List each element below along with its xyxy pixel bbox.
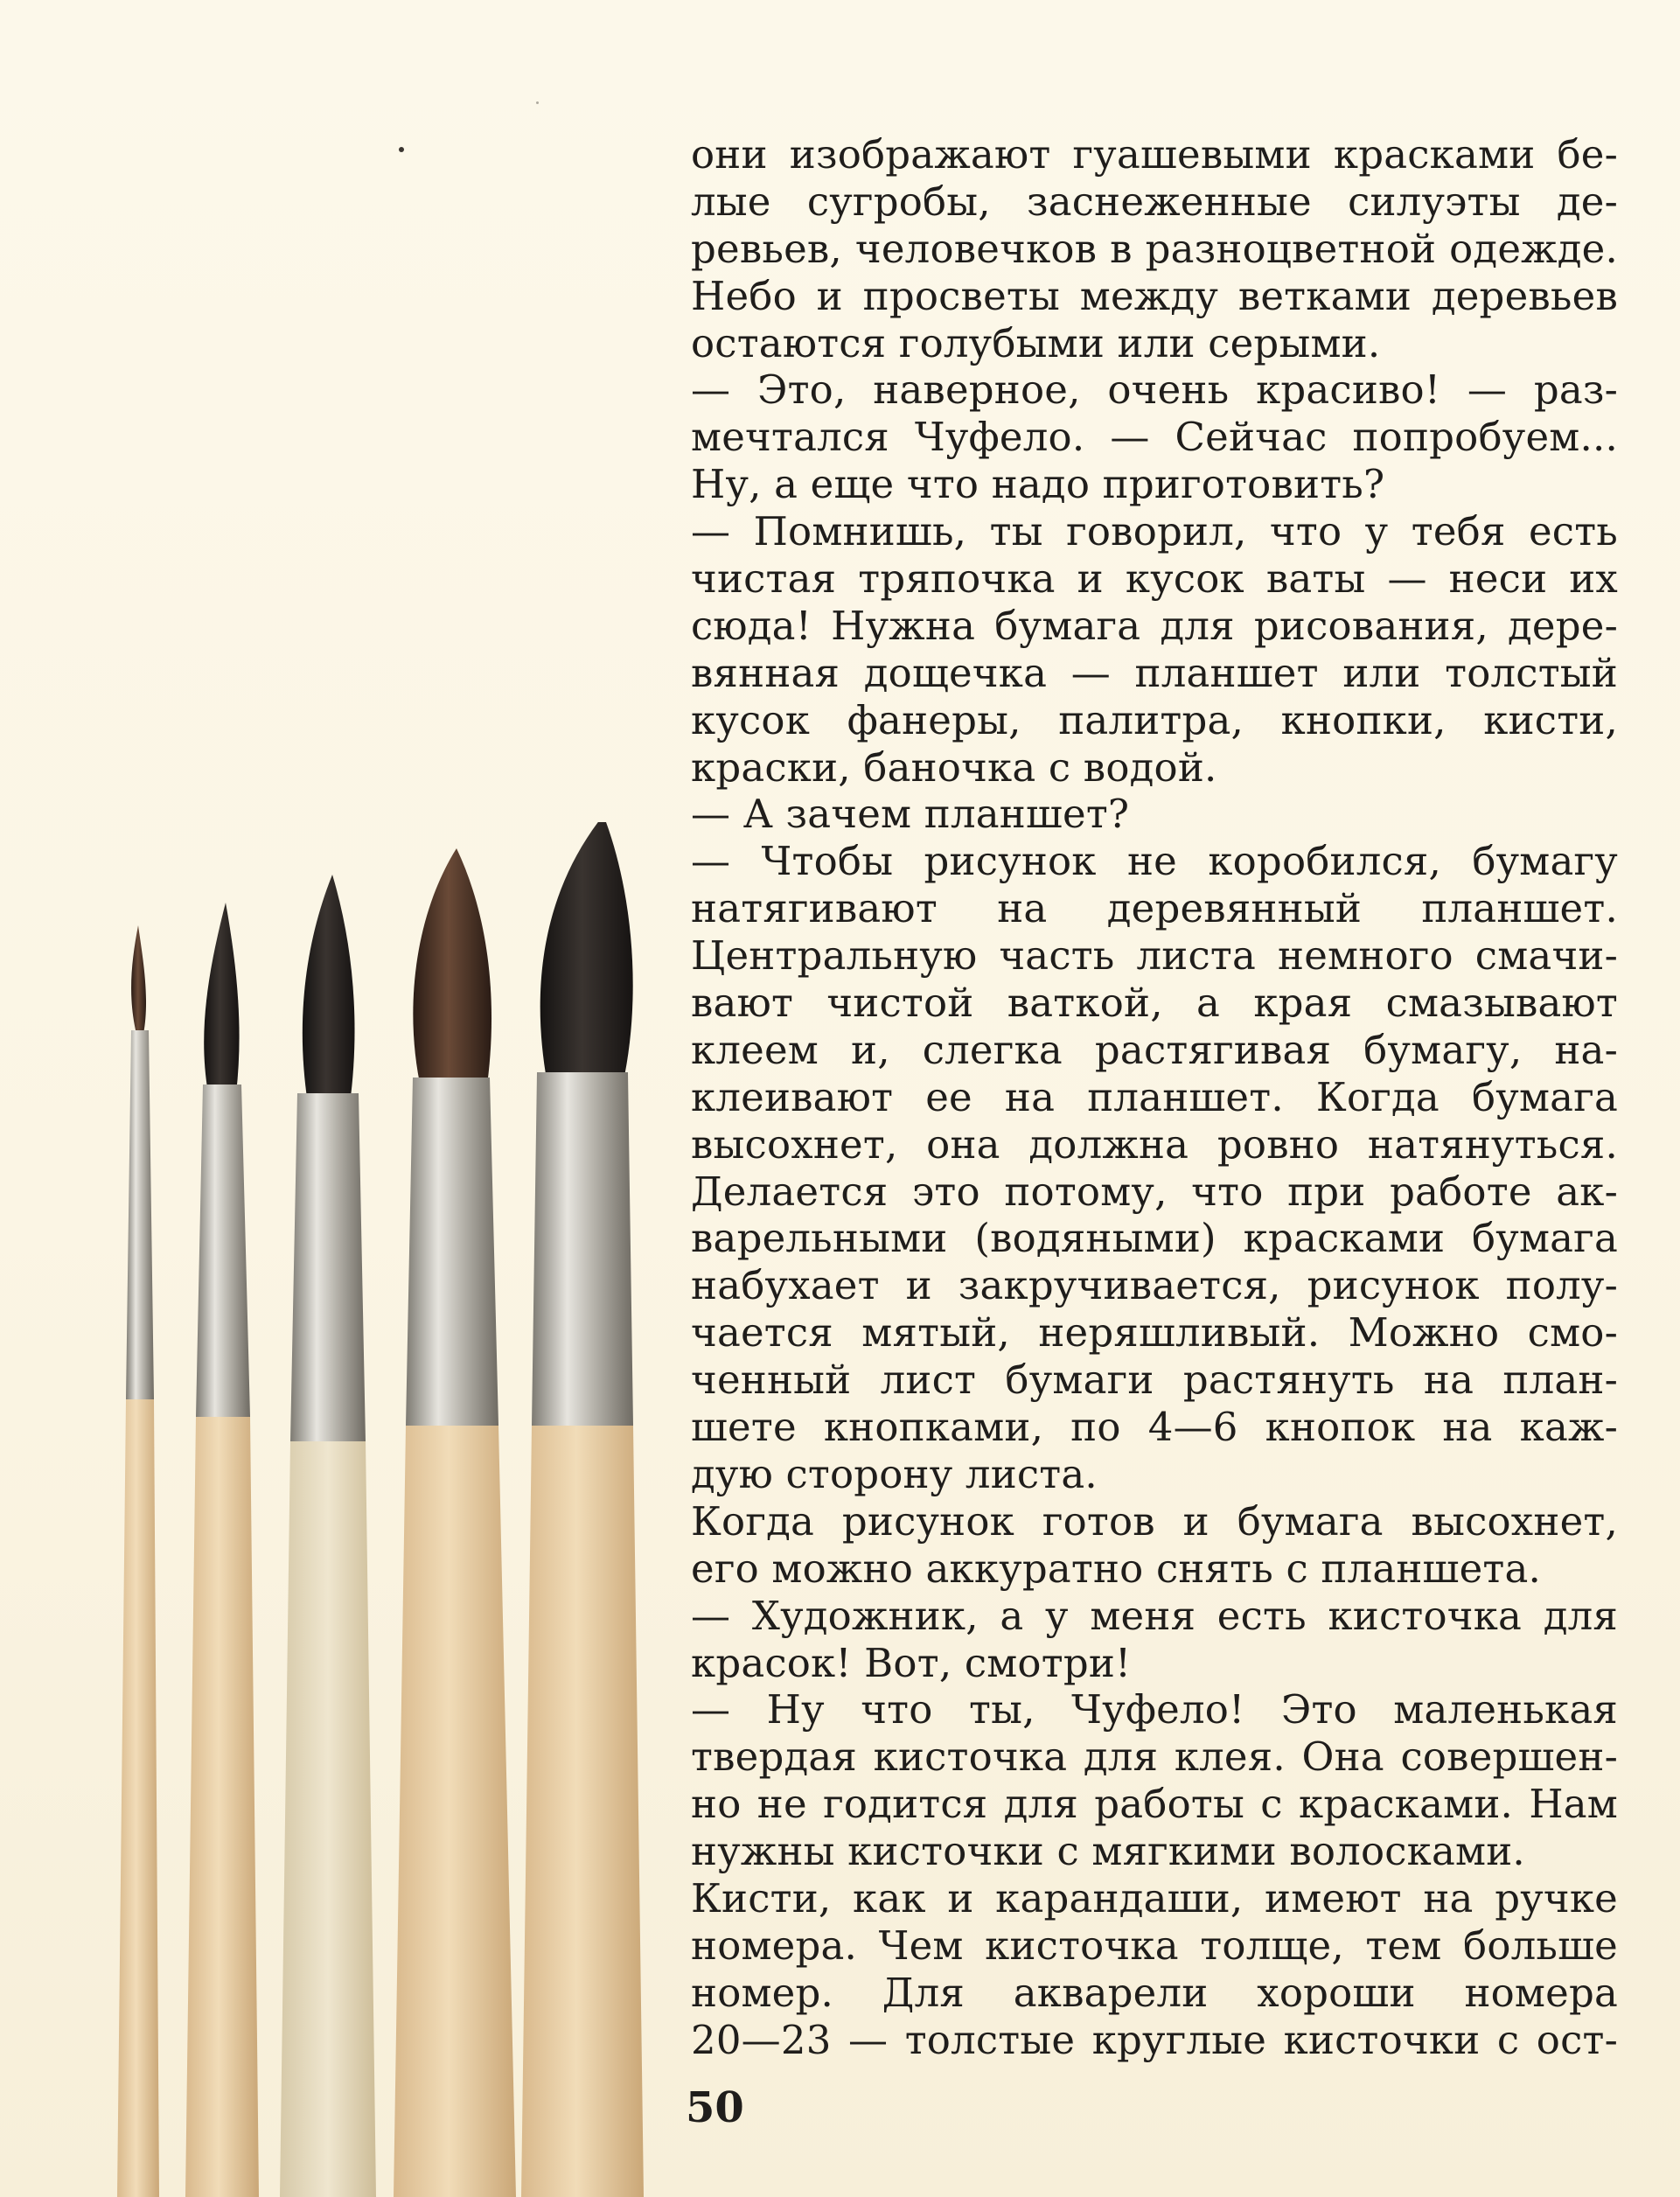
text-line: номера. Чем кисточка толще, тем больше <box>691 1922 1618 1969</box>
text-line: Ну, а еще что надо приготовить? <box>691 461 1385 508</box>
text-line: номер. Для акварели хороши номера <box>691 1969 1618 2016</box>
text-line: остаются голубыми или серыми. <box>691 319 1381 366</box>
text-line: краски, баночка с водой. <box>691 743 1217 791</box>
text-line: варельными (водяными) красками бумага <box>691 1215 1618 1262</box>
text-line: красок! Вот, смотри! <box>691 1639 1132 1686</box>
page-number: 50 <box>686 2083 744 2132</box>
text-line: Небо и просветы между ветками деревьев <box>691 272 1618 319</box>
text-line: они изображают гуашевыми красками бе- <box>691 131 1618 178</box>
brush-5 <box>521 822 644 2197</box>
text-line: клеивают ее на планшет. Когда бумага <box>691 1073 1618 1120</box>
text-line: Делается это потому, что при работе ак- <box>691 1168 1618 1215</box>
brush-4 <box>394 848 516 2197</box>
text-line: твердая кисточка для клея. Она совершен- <box>691 1733 1618 1781</box>
print-speck <box>399 147 404 152</box>
brush-2 <box>185 903 259 2197</box>
text-line: нужны кисточки с мягкими волосками. <box>691 1828 1525 1875</box>
text-line: ченный лист бумаги растянуть на план- <box>691 1357 1618 1404</box>
text-line: — Художник, а у меня есть кисточка для <box>691 1592 1618 1639</box>
print-speck <box>536 101 539 104</box>
text-line: дую сторону листа. <box>691 1450 1098 1497</box>
text-line: его можно аккуратно снять с планшета. <box>691 1545 1542 1592</box>
text-line: Когда рисунок готов и бумага высохнет, <box>691 1497 1618 1545</box>
text-line: сюда! Нужна бумага для рисования, дере- <box>691 602 1618 649</box>
text-line: 20—23 — толстые круглые кисточки с ост- <box>691 2016 1618 2063</box>
text-line: Кисти, как и карандаши, имеют на ручке <box>691 1874 1618 1922</box>
text-line: высохнет, она должна ровно натянуться. <box>691 1120 1618 1168</box>
text-line: чистая тряпочка и кусок ваты — неси их <box>691 555 1618 603</box>
text-line: шете кнопками, по 4—6 кнопок на каж- <box>691 1404 1618 1451</box>
text-line: — Чтобы рисунок не коробился, бумагу <box>691 838 1618 885</box>
text-line: ревьев, человечков в разноцветной одежде. <box>691 225 1618 272</box>
text-line: кусок фанеры, палитра, кнопки, кисти, <box>691 696 1618 743</box>
text-line: вянная дощечка — планшет или толстый <box>691 649 1618 696</box>
brush-3 <box>280 875 376 2197</box>
text-line: набухает и закручивается, рисунок полу- <box>691 1262 1618 1309</box>
text-line: но не годится для работы с красками. Нам <box>691 1781 1618 1828</box>
text-line: чается мятый, неряшливый. Можно смо- <box>691 1309 1618 1357</box>
text-line: клеем и, слегка растягивая бумагу, на- <box>691 1026 1618 1073</box>
text-line: — Ну что ты, Чуфело! Это маленькая <box>691 1686 1618 1733</box>
text-line: вают чистой ваткой, а края смазывают <box>691 980 1618 1027</box>
brush-1 <box>117 925 159 2197</box>
text-line: — Это, наверное, очень красиво! — раз- <box>691 366 1618 414</box>
text-line: натягивают на деревянный планшет. <box>691 885 1618 932</box>
text-line: лые сугробы, заснеженные силуэты де- <box>691 178 1618 225</box>
text-line: — А зачем планшет? <box>691 791 1130 838</box>
paintbrushes-illustration <box>87 822 647 2197</box>
text-line: мечтался Чуфело. — Сейчас попробуем... <box>691 414 1618 461</box>
text-line: — Помнишь, ты говорил, что у тебя есть <box>691 508 1618 555</box>
text-line: Центральную часть листа немного смачи- <box>691 932 1618 980</box>
body-text <box>691 131 1618 2064</box>
